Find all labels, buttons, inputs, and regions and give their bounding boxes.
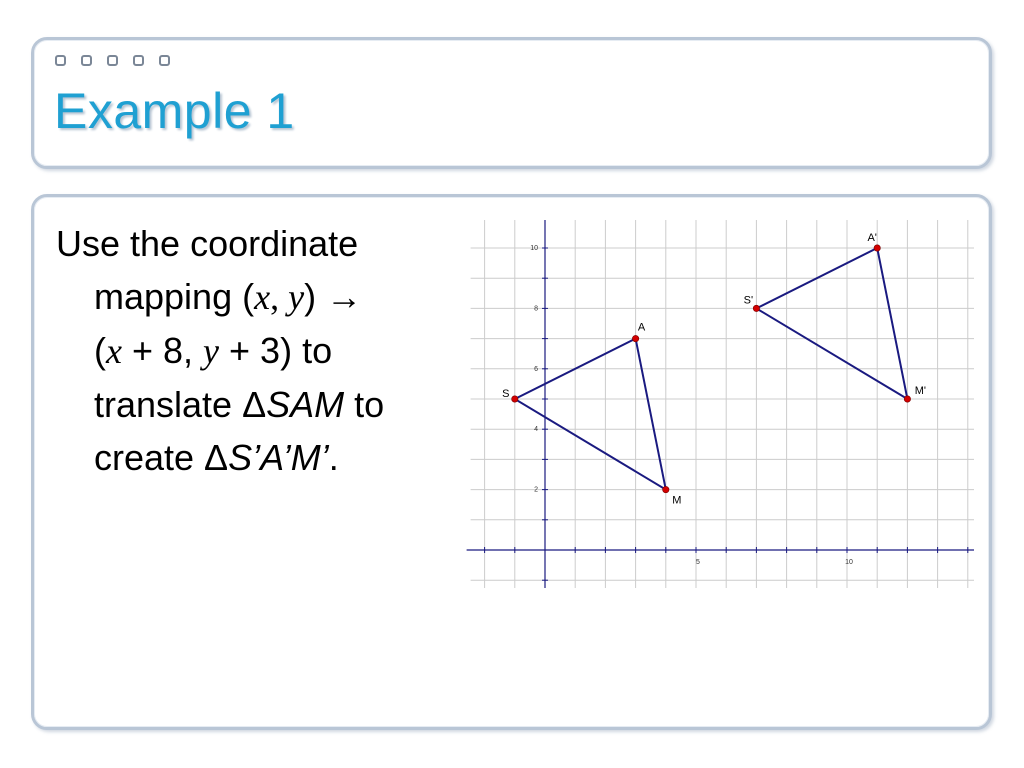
var-y: y — [203, 331, 220, 371]
body-text — [56, 217, 476, 484]
x-tick-label: 5 — [696, 559, 700, 566]
y-tick-label: 6 — [534, 365, 538, 373]
text-span: ( — [94, 330, 106, 371]
triangle-image-name: S’A’M’ — [228, 437, 329, 478]
var-y: y — [288, 277, 305, 317]
text-span: mapping ( — [94, 276, 255, 317]
vertex-point — [512, 396, 518, 402]
text-line-2 — [56, 270, 476, 324]
y-tick-label: 10 — [530, 245, 538, 252]
vertex-label: M' — [914, 385, 927, 397]
triangle-sam-prime — [756, 248, 907, 399]
text-span: , — [270, 277, 289, 317]
text-span: translate Δ — [94, 384, 267, 425]
text-span: Use the coordinate — [56, 223, 359, 264]
vertex-point — [904, 396, 910, 402]
y-tick-label: 8 — [534, 305, 538, 313]
vertex-point — [663, 486, 669, 492]
vertex-point — [753, 305, 759, 311]
square-icon — [81, 55, 92, 66]
x-tick-label: 10 — [845, 559, 853, 566]
text-span: to — [344, 384, 385, 425]
text-line-5 — [56, 431, 476, 484]
vertex-label: M — [672, 494, 682, 507]
triangle-sam — [515, 339, 666, 490]
vertex-label: A' — [867, 232, 877, 244]
text-span: ) → — [304, 276, 363, 317]
vertex-point — [874, 245, 880, 251]
triangle-name: SAM — [266, 384, 345, 425]
text-span: + 3) to — [219, 330, 333, 371]
square-icon — [133, 55, 144, 66]
coordinate-graph — [466, 220, 974, 588]
square-icon — [55, 55, 66, 66]
text-span: + 8, — [121, 330, 204, 371]
title-panel — [31, 37, 992, 169]
y-tick-label: 4 — [534, 426, 538, 434]
text-span: . — [328, 437, 339, 478]
vertex-point — [632, 335, 638, 341]
vertex-label: A — [637, 321, 646, 334]
vertex-label: S' — [743, 294, 754, 307]
square-icon — [107, 55, 118, 66]
vertex-label: S — [502, 388, 510, 400]
decorative-squares — [55, 55, 170, 66]
var-x: x — [106, 331, 122, 371]
y-tick-label: 2 — [534, 486, 538, 494]
text-line-3 — [56, 324, 476, 378]
var-x: x — [254, 277, 271, 317]
text-span: create Δ — [94, 437, 229, 478]
text-line-4 — [56, 378, 476, 431]
square-icon — [159, 55, 170, 66]
text-line-1 — [56, 217, 476, 270]
slide-title: Example 1 — [54, 83, 295, 139]
